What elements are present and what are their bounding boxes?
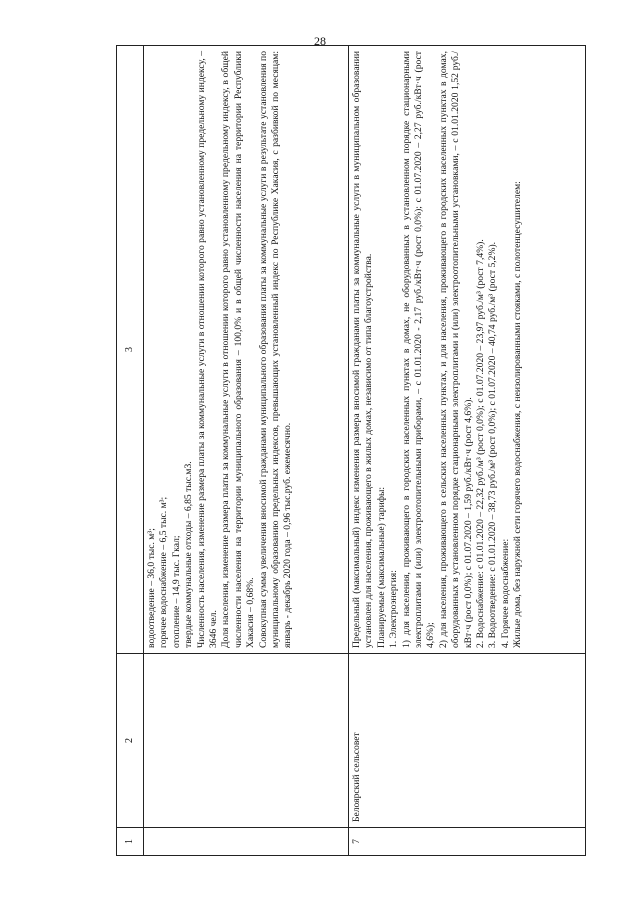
table-row-beloyarsky [349,46,586,856]
row1-line: Совокупная сумма увеличения вносимой гражданами муниципального образования платы за коммунальные услуги в результате установления по муниципальному образованию предельных индексов, превышающих установленный индекс по Республике Хакасия, с разбивкой по месяцам: январь - декабрь 2020 года – 0,96 тыс.руб. ежемесячно. [257,51,294,648]
row1-line: горячее водоснабжение – 6,5 тыс. м³; [158,496,170,648]
row2-line: 1) для населения, проживающего в городских населенных пунктах в домах, не оборудованных в установленном порядке стационарными электроплитами и (или) электроотопительными приборами, – с 01.01.2020 - 2,17 руб./кВт·ч (рост 0,0%); с 01.07.2020 – 2,27 руб./кВт·ч (рост 4,6%); [400,51,437,648]
row1-line: Численность населения, изменение размера платы за коммунальные услуги в отношении которого равно установленному предельному индексу, – 3646 чел. [195,51,220,648]
row1-line: твердые коммунальные отходы – 6,85 тыс.м3. [183,461,195,648]
row2-line: 2) для населения, проживающего в сельских населенных пунктах, и для населения, проживающего в городских населенных пунктах в домах, оборудованных в установленном порядке стационарными электроплитами и (или) электроотопительными установками, – с 01.01.2020 1,52 руб./кВт·ч (рост 0,0%); с 01.07.2020 – 1,59 руб./кВт·ч (рост 4,6%). [437,51,474,648]
row1-line: отопление – 14,9 тыс. Гкал; [170,535,182,648]
table-row-continued [144,46,349,856]
header-col-2: 2 [117,654,144,828]
row1-number [144,828,349,856]
table-header-row [117,46,144,856]
row2-line: Планируемые (максимальные) тарифы: [375,486,387,648]
header-col-3: 3 [117,46,144,654]
row2-line: 1. Электроэнергия: [388,570,400,648]
row2-line: 2. Водоснабжение: с 01.01.2020 – 22,32 руб./м³ (рост 0,0%); с 01.07.2020 – 23,97 руб./м³ (рост 7,4%). [475,239,487,648]
rotated-table-container [116,46,586,856]
row2-line: Предельный (максимальный) индекс изменения размера вносимой гражданами платы за коммунальные услуги в муниципальном образовании установлен для населения, проживающего в жилых домах, независимо от типа благоустройства. [351,51,375,648]
tariff-table [116,45,586,856]
row2-name: Белоярский сельсовет [349,654,586,828]
page-number: 28 [314,34,326,48]
row2-line: 4. Горячее водоснабжение: [499,538,511,648]
row2-line: 3. Водоотведение: с 01.01.2020 – 38,73 руб./м³ (рост 0,0%); с 01.07.2020 – 40,74 руб./м³ (рост 5,2%). [487,241,499,648]
header-col-1: 1 [117,828,144,856]
row1-text [144,46,349,654]
row2-text [349,46,586,654]
row1-name [144,654,349,828]
row2-number: 7 [349,828,586,856]
row2-line: Жилые дома, без наружной сети горячего водоснабжения, с неизолированными стояками, с полотенцесушителем: [512,181,524,648]
row1-line: Доля населения, изменение размера платы за коммунальные услуги в отношении которого равно установленному предельному индексу, в общей численности населения на территории муниципального образования – 100,0% и в общей численности населения на территории Республики Хакасия – 0,68%. [220,51,257,648]
row1-line: водоотведение – 36,0 тыс. м³; [146,528,157,648]
